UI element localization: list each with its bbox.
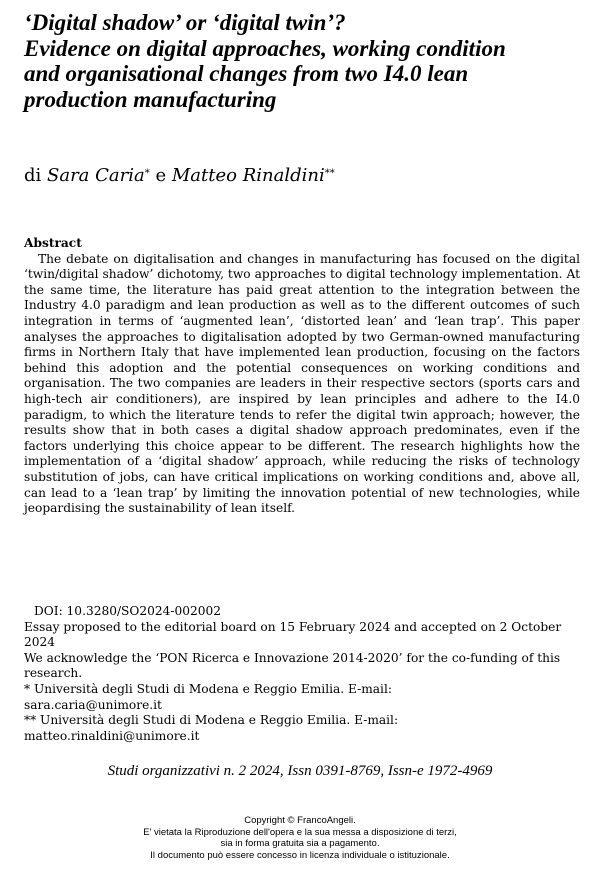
author-byline — [24, 165, 335, 187]
abstract-heading: Abstract — [24, 236, 82, 250]
article-notes — [24, 604, 580, 744]
title-line: Evidence on digital approaches, working condition — [24, 35, 506, 61]
title-line: production manufacturing — [24, 86, 277, 112]
affiliation-1: * Università degli Studi di Modena e Reggio Emilia. E-mail: — [24, 681, 392, 696]
copyright-line: Copyright © FrancoAngeli. — [244, 815, 356, 826]
affiliation-2: ** Università degli Studi di Modena e Reggio Emilia. E-mail: — [24, 713, 399, 728]
author-name: Sara Caria — [47, 165, 145, 186]
author-footnote-mark: ** — [324, 168, 335, 179]
email-2: matteo.rinaldini@unimore.it — [24, 728, 200, 743]
journal-citation: Studi organizzativi n. 2 2024, Issn 0391-8769, Issn-e 1972-4969 — [107, 763, 493, 779]
essay-dates: Essay proposed to the editorial board on 15 February 2024 and accepted on 2 October 2024 — [24, 619, 562, 650]
copyright-line: sia in forma gratuita sia a pagamento. — [220, 838, 380, 849]
article-title — [24, 10, 580, 112]
abstract-text: The debate on digitalisation and changes in manufacturing has focused on the digital ‘twin/digital shadow’ dichotomy, two approaches to digital technology implementation. At the same time, the literature has paid great attention to the integration between the Industry 4.0 paradigm and lean production as well as to the different outcomes of such integration in terms of ‘augmented lean’, ‘distorted lean’ and ‘lean trap’. This paper analyses the approaches to digitalisation adopted by two German-owned manufacturing firms in Northern Italy that have implemented lean production, focusing on the factors behind this adoption and the potential consequences on working conditions and organisation. The two companies are leaders in their respective sectors (sports cars and high-tech air conditioners), are inspired by lean principles and adhere to the I4.0 paradigm, to which the literature tends to refer the digital twin approach; however, the results show that in both cases a digital shadow approach predominates, even if the factors underlying this choice appear to be different. The research highlights how the implementation of a ‘digital shadow’ approach, while reducing the risks of technology substitution of jobs, can have critical implications on working conditions and, above all, can lead to a ‘lean trap’ by limiting the innovation potential of new technologies, while jeopardising the sustainability of lean itself. — [24, 251, 580, 516]
copyright-line: Il documento può essere concesso in licenza individuale o istituzionale. — [150, 849, 450, 861]
title-line: ‘Digital shadow’ or ‘digital twin’? — [24, 10, 346, 35]
abstract-section — [24, 236, 580, 517]
copyright-line: E' vietata la Riproduzione dell'opera e la sua messa a disposizione di terzi, — [143, 826, 457, 838]
copyright-notice — [0, 815, 600, 861]
author-name: Matteo Rinaldini — [171, 165, 325, 186]
title-line: and organisational changes from two I4.0 lean — [24, 61, 469, 86]
acknowledgement: We acknowledge the ‘PON Ricerca e Innovazione 2014-2020’ for the co-funding of this research. — [24, 650, 561, 681]
doi-line: DOI: 10.3280/SO2024-002002 — [34, 604, 222, 618]
email-1: sara.caria@unimore.it — [24, 697, 162, 712]
byline-connector: e — [155, 165, 167, 186]
byline-prefix: di — [24, 165, 42, 186]
author-footnote-mark: * — [144, 168, 150, 179]
